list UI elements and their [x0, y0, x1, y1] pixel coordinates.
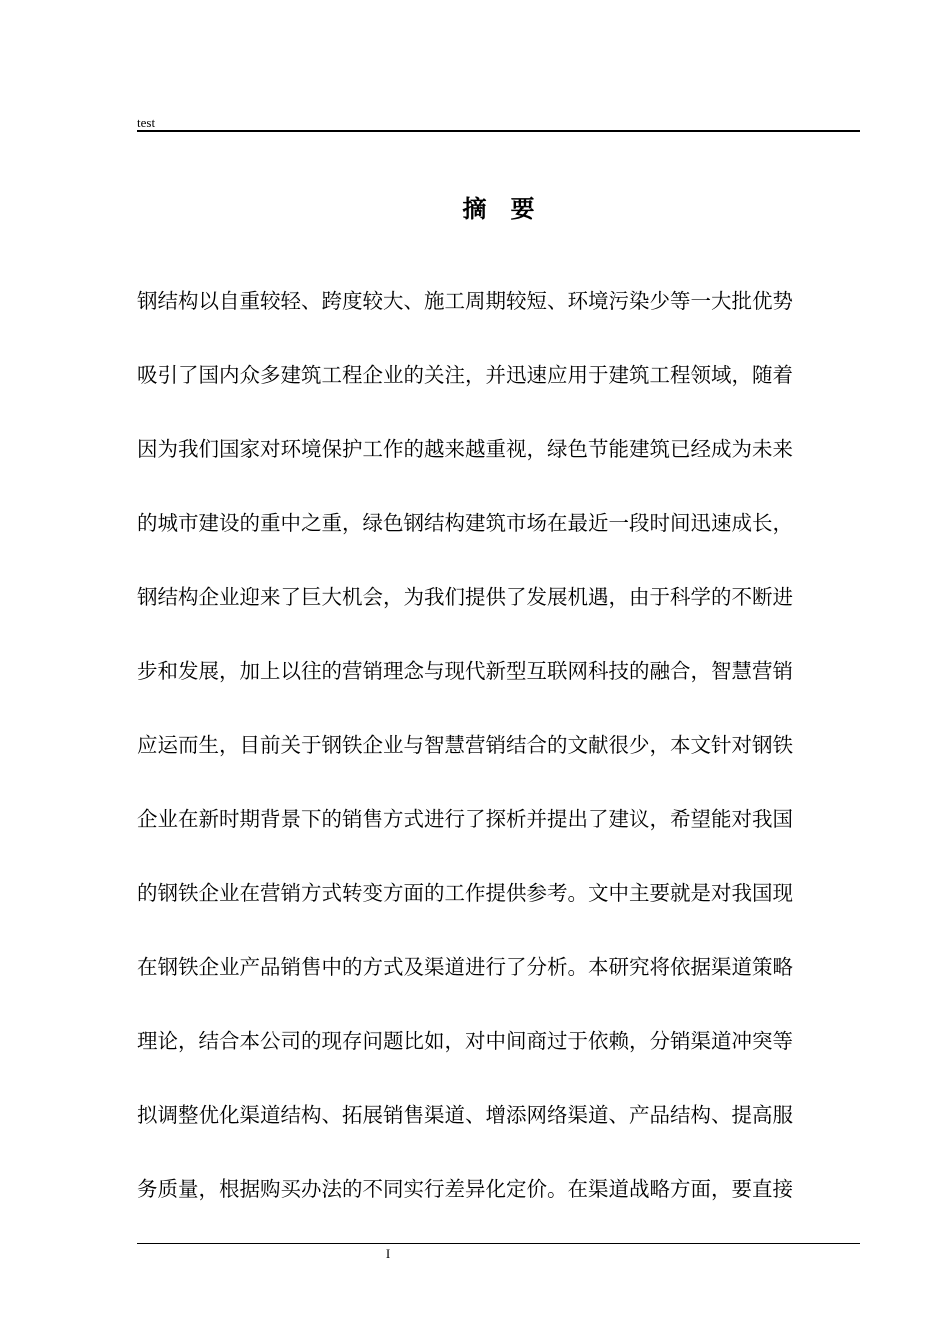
running-header: test [137, 115, 156, 130]
body-line: 企业在新时期背景下的销售方式进行了探析并提出了建议，希望能对我国 [137, 807, 793, 831]
body-line: 理论，结合本公司的现存问题比如，对中间商过于依赖，分销渠道冲突等 [137, 1029, 793, 1053]
header-rule [137, 130, 860, 132]
body-line: 务质量，根据购买办法的不同实行差异化定价。在渠道战略方面，要直接 [137, 1177, 793, 1201]
body-line: 钢结构以自重较轻、跨度较大、施工周期较短、环境污染少等一大批优势 [137, 289, 793, 313]
body-line: 因为我们国家对环境保护工作的越来越重视，绿色节能建筑已经成为未来 [137, 437, 793, 461]
abstract-title: 摘 要 [462, 194, 535, 223]
body-line: 拟调整优化渠道结构、拓展销售渠道、增添网络渠道、产品结构、提高服 [137, 1103, 793, 1127]
abstract-body [137, 283, 860, 1245]
body-line: 钢结构企业迎来了巨大机会，为我们提供了发展机遇，由于科学的不断进 [137, 585, 793, 609]
body-line: 的钢铁企业在营销方式转变方面的工作提供参考。文中主要就是对我国现 [137, 881, 793, 905]
page-number: I [385, 1246, 391, 1261]
body-line: 步和发展，加上以往的营销理念与现代新型互联网科技的融合，智慧营销 [137, 659, 793, 683]
body-line: 的城市建设的重中之重，绿色钢结构建筑市场在最近一段时间迅速成长， [137, 511, 793, 535]
footer-rule [137, 1243, 860, 1244]
body-line: 在钢铁企业产品销售中的方式及渠道进行了分析。本研究将依据渠道策略 [137, 955, 793, 979]
body-line: 吸引了国内众多建筑工程企业的关注，并迅速应用于建筑工程领域，随着 [137, 363, 793, 387]
body-line: 应运而生，目前关于钢铁企业与智慧营销结合的文献很少，本文针对钢铁 [137, 733, 793, 757]
